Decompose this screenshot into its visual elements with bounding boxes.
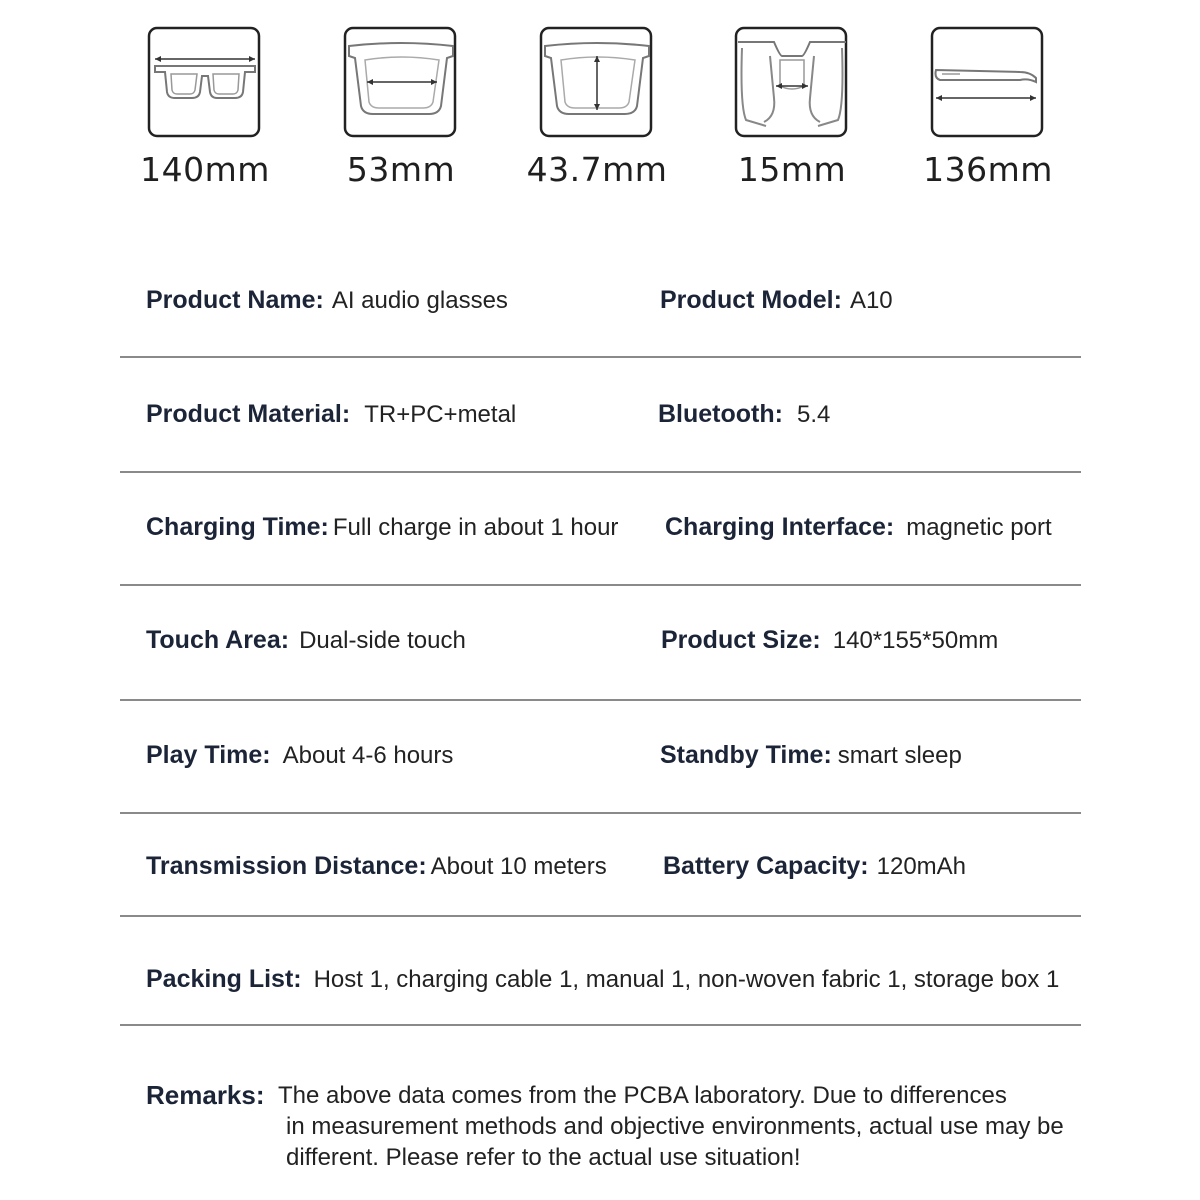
spec-row	[120, 701, 1081, 814]
spec-left	[146, 852, 607, 881]
spec-value: About 10 meters	[430, 853, 607, 880]
spec-label: Standby Time:	[660, 741, 832, 769]
bridge-width-icon	[734, 26, 850, 140]
dimension-temple-length	[893, 26, 1083, 189]
spec-row	[120, 473, 1081, 586]
spec-label: Charging Interface:	[665, 513, 895, 541]
spec-label: Product Size:	[661, 626, 821, 654]
spec-value: AI audio glasses	[331, 287, 508, 314]
spec-label: Charging Time:	[146, 513, 329, 541]
dimension-lens-width	[306, 26, 496, 189]
dimension-value: 136mm	[923, 150, 1053, 189]
dimension-value: 140mm	[140, 150, 270, 189]
remarks-text-rest: in measurement methods and objective environments, actual use may be different. Please refer to the actual use situation!	[286, 1113, 1064, 1171]
spec-label: Touch Area:	[146, 626, 290, 654]
spec-right	[660, 286, 893, 315]
spec-right	[665, 513, 1052, 542]
spec-value: 140*155*50mm	[832, 627, 999, 654]
spec-value: Dual-side touch	[299, 627, 466, 654]
packing-list	[146, 965, 1059, 994]
spec-label: Battery Capacity:	[663, 852, 869, 880]
dimension-value: 15mm	[737, 150, 847, 189]
dimension-lens-height	[502, 26, 692, 189]
packing-value: Host 1, charging cable 1, manual 1, non-woven fabric 1, storage box 1	[313, 966, 1060, 993]
spec-left	[146, 286, 508, 315]
spec-left	[146, 741, 453, 770]
spec-label: Product Name:	[146, 286, 324, 314]
dimension-frame-width	[110, 26, 300, 189]
dimension-bridge-width	[697, 26, 887, 189]
spec-row	[120, 270, 1081, 358]
remarks-label: Remarks:	[146, 1080, 265, 1110]
temple-length-icon	[930, 26, 1046, 140]
spec-value: TR+PC+metal	[364, 401, 517, 428]
spec-value: Full charge in about 1 hour	[332, 514, 619, 541]
spec-value: 5.4	[796, 401, 831, 428]
spec-right	[658, 400, 830, 429]
packing-row	[120, 917, 1081, 1026]
lens-height-icon	[539, 26, 655, 140]
spec-value: 120mAh	[876, 853, 967, 880]
spec-right	[660, 741, 962, 770]
dimension-value: 43.7mm	[526, 150, 668, 189]
spec-right	[663, 852, 966, 881]
dimensions-row	[0, 26, 1200, 196]
spec-label: Product Model:	[660, 286, 842, 314]
lens-width-icon	[343, 26, 459, 140]
spec-left	[146, 626, 466, 655]
spec-value: A10	[849, 287, 893, 314]
spec-label: Play Time:	[146, 741, 271, 769]
spec-value: About 4-6 hours	[282, 742, 454, 769]
packing-label: Packing List:	[146, 965, 302, 993]
spec-value: magnetic port	[906, 514, 1052, 541]
spec-row	[120, 586, 1081, 701]
spec-right	[661, 626, 998, 655]
spec-label: Product Material:	[146, 400, 351, 428]
dimension-value: 53mm	[346, 150, 456, 189]
spec-value: smart sleep	[837, 742, 962, 769]
spec-left	[146, 513, 618, 542]
spec-row	[120, 814, 1081, 917]
spec-label: Transmission Distance:	[146, 852, 427, 880]
frame-width-icon	[147, 26, 263, 140]
remarks-text-line1: The above data comes from the PCBA laboratory. Due to differences	[278, 1082, 1007, 1109]
spec-row	[120, 358, 1081, 473]
spec-left	[146, 400, 516, 429]
spec-label: Bluetooth:	[658, 400, 783, 428]
